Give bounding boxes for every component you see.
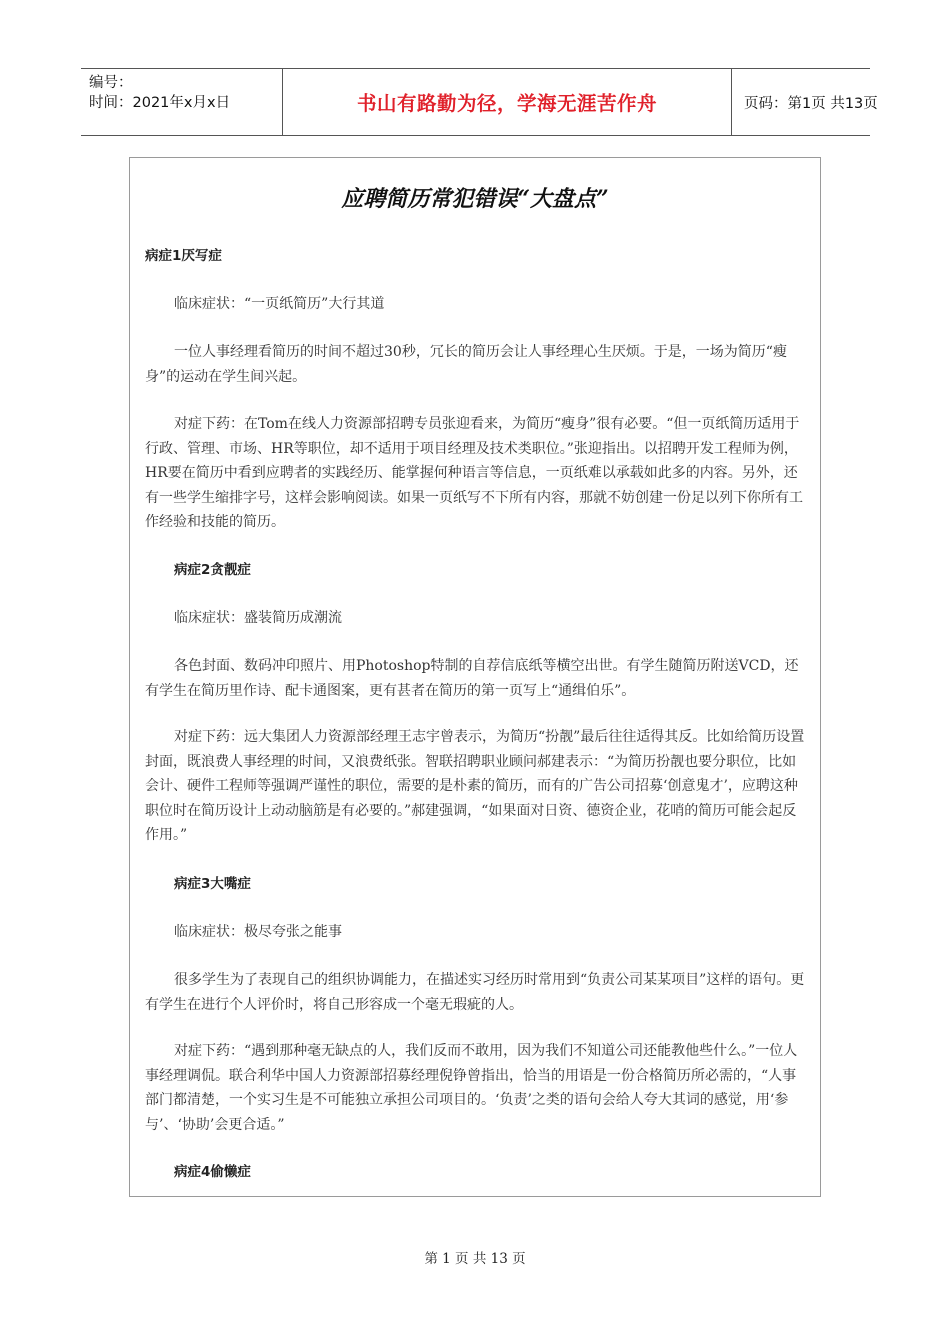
section-heading-1: 病症1厌写症 (145, 248, 222, 264)
paragraph: 对症下药：“遇到那种毫无缺点的人，我们反而不敢用，因为我们不知道公司还能教他些什么。”一位人事经理调侃。联合利华中国人力资源部招募经理倪铮曾指出，恰当的用语是一份合格简历所必需的，“人事部门都清楚，一个实习生是不可能独立承担公司项目的。‘负责’之类的语句会给人夸大其词的感觉，用‘参与’、‘协助’会更合适。” (145, 1043, 798, 1133)
document-title: 应聘简历常犯错误“大盘点” (341, 186, 609, 212)
time-label: 时间：2021年x月x日 (89, 95, 231, 111)
paragraph: 临床症状：盛装简历成潮流 (174, 610, 342, 626)
paragraph: 临床症状：“一页纸简历”大行其道 (174, 296, 385, 312)
header-table (81, 68, 878, 136)
header-motto-cell (282, 69, 732, 135)
header-page-cell (732, 69, 878, 135)
motto-text: 书山有路勤为径，学海无涯苦作舟 (356, 92, 657, 115)
section-heading-3: 病症3大嘴症 (174, 876, 251, 892)
paragraph: 临床症状：极尽夸张之能事 (174, 924, 342, 940)
header-info-cell (81, 69, 282, 135)
paragraph: 一位人事经理看简历的时间不超过30秒，冗长的简历会让人事经理心生厌烦。于是，一场为简历“瘦身”的运动在学生间兴起。 (145, 344, 787, 385)
section-heading-4: 病症4偷懒症 (174, 1164, 251, 1180)
section-heading-2: 病症2贪靓症 (174, 562, 251, 578)
number-label: 编号： (89, 75, 133, 91)
page-footer: 第 1 页 共 13 页 (424, 1251, 526, 1267)
paragraph: 各色封面、数码冲印照片、用Photoshop特制的自荐信底纸等横空出世。有学生随简历附送VCD，还有学生在简历里作诗、配卡通图案，更有甚者在简历的第一页写上“通缉伯乐”。 (145, 658, 799, 699)
page-code: 页码：第1页 共13页 (744, 95, 878, 112)
content-box (129, 157, 821, 1197)
paragraph: 很多学生为了表现自己的组织协调能力，在描述实习经历时常用到“负责公司某某项目”这样的语句。更有学生在进行个人评价时，将自己形容成一个毫无瑕疵的人。 (145, 972, 805, 1013)
paragraph: 对症下药：远大集团人力资源部经理王志宇曾表示，为简历“扮靓”最后往往适得其反。比如给简历设置封面，既浪费人事经理的时间，又浪费纸张。智联招聘职业顾问郝建表示：“为简历扮靓也要分职位，比如会计、硬件工程师等强调严谨性的职位，需要的是朴素的简历，而有的广告公司招募‘创意鬼才’，应聘这种职位时在简历设计上动动脑筋是有必要的。”郝建强调，“如果面对日资、德资企业，花哨的简历可能会起反作用。” (145, 729, 805, 844)
paragraph: 对症下药：在Tom在线人力资源部招聘专员张迎看来，为简历“瘦身”很有必要。“但一页纸简历适用于行政、管理、市场、HR等职位，却不适用于项目经理及技术类职位。”张迎指出。以招聘开发工程师为例，HR要在简历中看到应聘者的实践经历、能掌握何种语言等信息，一页纸难以承载如此多的内容。另外，还有一些学生缩排字号，这样会影响阅读。如果一页纸写不下所有内容，那就不妨创建一份足以列下你所有工作经验和技能的简历。 (145, 416, 803, 531)
